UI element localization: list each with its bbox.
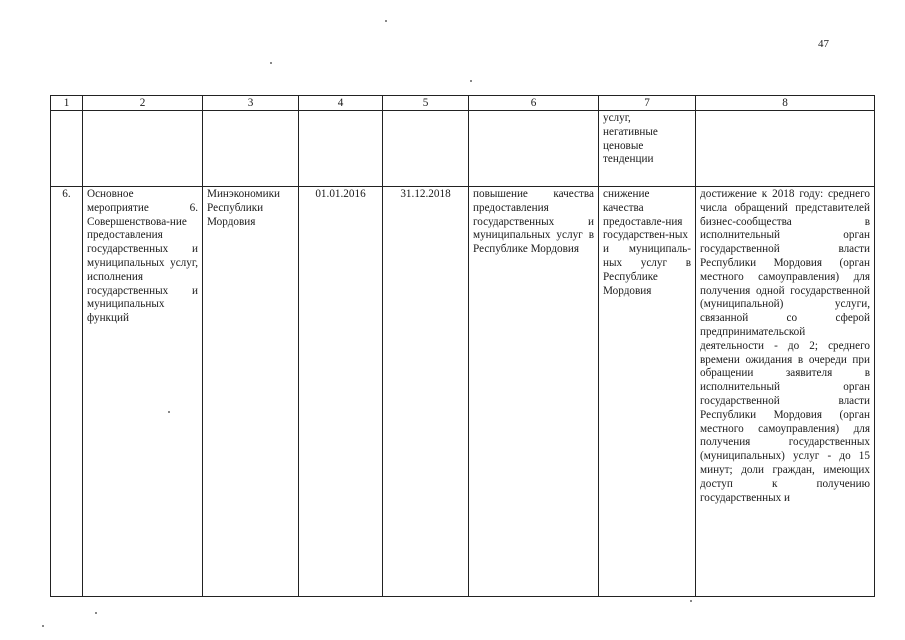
page-number: 47 <box>818 38 829 50</box>
cont-cell-4 <box>299 111 383 187</box>
scan-speck <box>42 625 44 627</box>
scan-speck <box>95 612 97 614</box>
scan-speck <box>168 411 170 413</box>
cell-executor: Минэкономики Республики Мордовия <box>203 187 299 597</box>
cont-cell-1 <box>51 111 83 187</box>
scan-speck <box>470 80 472 82</box>
cell-indicators: достижение к 2018 году: среднего числа обращений представителей бизнес-сообщества в исполнительный орган государственной власти Республики Мордовия (орган местного самоуправления) для получения одной государственной (муниципальной) услуги, связанной со сферой предпринимательской деятельности - до 2; среднего времени ожидания в очереди при обращении заявителя в исполнительный орган государственной власти Республики Мордовия (орган местного самоуправления) для получения государственных (муниципальных) услуг - до 15 минут; доли граждан, имеющих доступ к получению государственных и <box>696 187 875 597</box>
continuation-row <box>51 111 875 187</box>
cont-cell-2 <box>83 111 203 187</box>
cont-cell-5 <box>383 111 469 187</box>
header-col-4: 4 <box>299 96 383 111</box>
cont-cell-3 <box>203 111 299 187</box>
header-col-2: 2 <box>83 96 203 111</box>
cell-expected-result: повышение качества предоставления государственных и муниципальных услуг в Республике Мордовия <box>469 187 599 597</box>
cont-cell-6 <box>469 111 599 187</box>
cont-cell-8 <box>696 111 875 187</box>
scan-speck <box>270 62 272 64</box>
scan-speck <box>385 20 387 22</box>
header-col-5: 5 <box>383 96 469 111</box>
cell-start-date: 01.01.2016 <box>299 187 383 597</box>
program-table <box>50 95 875 597</box>
header-row <box>51 96 875 111</box>
header-col-7: 7 <box>599 96 696 111</box>
scan-speck <box>690 600 692 602</box>
table-row <box>51 187 875 597</box>
cell-end-date: 31.12.2018 <box>383 187 469 597</box>
header-col-6: 6 <box>469 96 599 111</box>
row-number: 6. <box>51 187 83 597</box>
cont-cell-consequences: услуг, негативные ценовые тенденции <box>599 111 696 187</box>
header-col-8: 8 <box>696 96 875 111</box>
header-col-3: 3 <box>203 96 299 111</box>
cell-consequences: снижение качества предоставле-ния государствен-ных и муниципаль-ных услуг в Республике Мордовия <box>599 187 696 597</box>
header-col-1: 1 <box>51 96 83 111</box>
cell-activity: Основное мероприятие 6. Совершенствова-ние предоставления государственных и муниципальных услуг, исполнения государственных и муниципальных функций <box>83 187 203 597</box>
